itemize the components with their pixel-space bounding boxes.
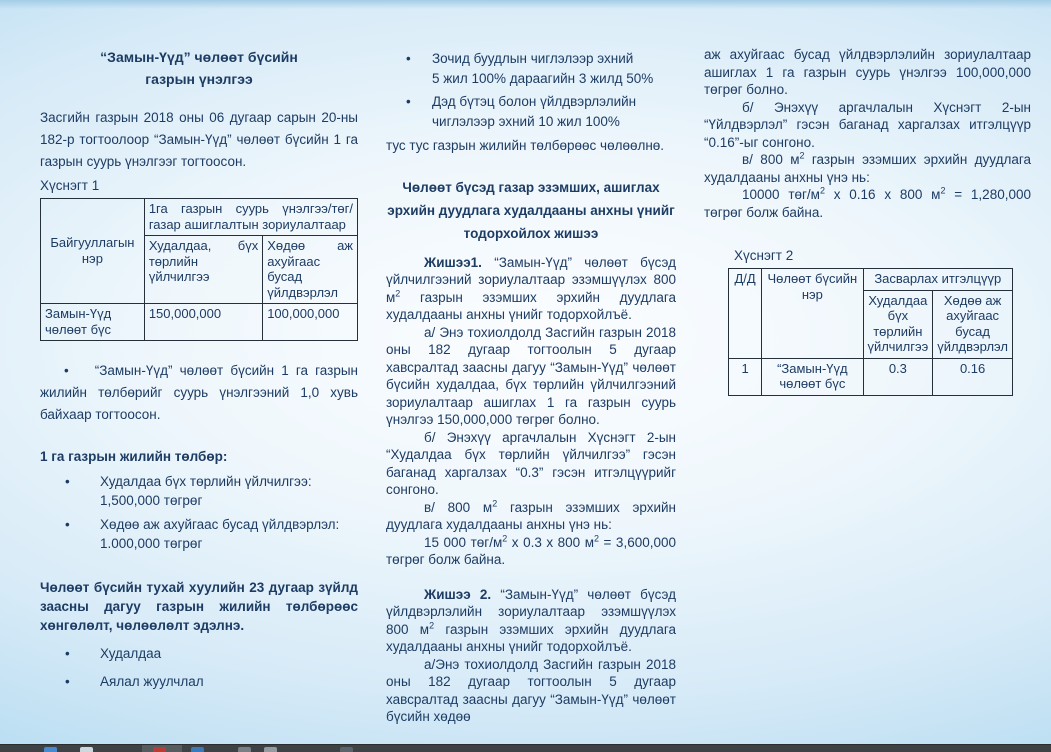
example2-formula-a: 10000 төг/м (742, 187, 820, 202)
title-line-2: газрын үнэлгээ (145, 71, 253, 87)
table2-coefficient-header: Засварлах итгэлцүүр (863, 269, 1012, 291)
example1-step-a: а/ Энэ тохиолдолд Засгийн газрын 2018 оны 182 дугаар тогтоолын 5 дугаар хавсралтад заасны дагуу “Замын-Үүд” чөлөөт бүсийн худалдаа, бүх төрлийн үйлчилгээний зориулалтаар ашиглах 1 га газрын суурь үнэлгээ 150,000,000 төгрөг болно. (386, 324, 676, 427)
table2-label: Хүснэгт 2 (734, 248, 794, 263)
exemption-closing-line: тус тус газрын жилийн төлбөрөөс чөлөөлнө. (386, 138, 665, 153)
table2-subheader-trade: Худалдаа бүх төрлийн үйлчилгээ (863, 290, 933, 358)
example2-step-c-text-b: газрын эзэмших эрхийн дуудлага худалдааны анхны үнэ нь: (704, 152, 1032, 185)
law-item-trade: Худалдаа (100, 646, 162, 661)
infra-exemption-line1: Дэд бүтэц болон үйлдвэрлэлийн (432, 94, 637, 109)
table-1 (40, 198, 358, 341)
example1-formula-a: 15 000 төг/м (424, 534, 503, 550)
example1-label: Жишээ1. (424, 254, 482, 270)
bullet-icon: • (406, 94, 411, 109)
table1-subheader-trade: Худалдаа, бүх төрлийн үйлчилгээ (144, 236, 262, 304)
title-line-1: “Замын-Үүд” чөлөөт бүсийн (100, 49, 298, 65)
taskbar-app-icon-3[interactable] (153, 747, 166, 752)
bullet-icon: • (65, 474, 70, 489)
example1-intro-text-a: “Замын-Үүд” чөлөөт бүсэд үйлчилгээний зориулалтаар эзэмшүүлэх 800 м (386, 254, 676, 305)
bullet-icon: • (64, 363, 69, 378)
document-title (40, 46, 358, 90)
example1-step-c (386, 499, 676, 534)
example2-intro-text-a: “Замын-Үүд” чөлөөт бүсэд үйлдвэрлэлийн зориулалтаар эзэмшүүлэх 800 м (386, 586, 676, 637)
list-item-law-tourism (40, 672, 358, 691)
table1-label: Хүснэгт 1 (40, 178, 100, 193)
table1-subheader-industry: Хөдөө аж ахуйгаас бусад үйлдвэрлэл (263, 236, 358, 304)
example2-step-a: а/Энэ тохиолдолд Засгийн газрын 2018 оны 182 дугаар тогтоолын 5 дугаар хавсралтад заасны дагуу “Замын-Үүд” чөлөөт бүсийн хөдөө (386, 656, 676, 724)
list-item-hotel-exemption (386, 49, 676, 89)
example2-formula (704, 186, 1031, 221)
example2-formula-c: = 1,280,000 төгрөг болж байна. (704, 187, 1031, 220)
superscript-2: 2 (492, 498, 498, 508)
example1-formula-b: х 0.3 х 800 м (507, 534, 594, 550)
superscript-2: 2 (429, 620, 435, 630)
fee-rate-note (40, 360, 358, 426)
bullet-icon: • (406, 51, 411, 66)
superscript-2: 2 (819, 185, 825, 196)
bullet-icon: • (65, 674, 70, 689)
example1-step-b: б/ Энэхүү аргачлалын Хүснэгт 2-ын “Худалдаа бүх төрлийн үйлчилгээ” гэсэн баганад харгалзах “0.3” гэсэн итгэлцүүрийг сонгоно. (386, 429, 676, 497)
table2-subheader-industry: Хөдөө аж ахуйгаас бусад үйлдвэрлэл (933, 290, 1013, 358)
table-2 (728, 268, 1013, 396)
superscript-2: 2 (940, 185, 946, 196)
table-row (729, 358, 1013, 395)
table2-num-header: Д/Д (729, 269, 762, 359)
infra-exemption-line2: чиглэлээр эхний 10 жил 100% (432, 114, 620, 129)
right-column (704, 46, 1031, 396)
bullet-icon: • (65, 646, 70, 661)
list-item-fee-industry (40, 515, 358, 553)
list-item-infra-exemption (386, 92, 676, 132)
table1-org-header: Байгууллагын нэр (41, 199, 145, 304)
superscript-2: 2 (593, 533, 599, 543)
table1-span-header: 1га газрын суурь үнэлгээ/төг/ газар ашиглалтын зориулалтаар (144, 199, 357, 236)
taskbar-app-icon-7[interactable] (340, 747, 353, 752)
example2-intro-text-b: газрын эзэмших эрхийн дуудлага худалдааны анхны үнийг тодорхойлъё. (386, 621, 676, 654)
fee-industry-label: Хөдөө аж ахуйгаас бусад үйлдвэрлэл: (100, 517, 340, 532)
example1-formula (386, 534, 676, 569)
superscript-2: 2 (502, 533, 508, 543)
table2-row-number: 1 (729, 358, 762, 395)
fee-industry-amount: 1.000,000 төгрөг (100, 536, 203, 551)
superscript-2: 2 (395, 288, 401, 298)
taskbar-app-icon-4[interactable] (191, 747, 204, 752)
taskbar[interactable] (0, 744, 1051, 752)
table1-value-trade: 150,000,000 (144, 304, 262, 341)
list-item-law-trade (40, 644, 358, 663)
table2-value-trade: 0.3 (863, 358, 933, 395)
left-column (40, 46, 358, 691)
taskbar-app-icon-1[interactable] (44, 747, 57, 752)
hotel-exemption-line2: 5 жил 100% дараагийн 3 жилд 50% (432, 71, 654, 86)
example2-intro (386, 586, 676, 656)
example1-intro (386, 254, 676, 324)
example2-step-b: б/ Энэхүү аргачлалын Хүснэгт 2-ын “Үйлдвэрлэл” гэсэн баганад харгалзах итгэлцүүр “0.16”-ыг сонгоно. (704, 99, 1031, 150)
example1-formula-c: = 3,600,000 төгрөг болж байна. (386, 534, 676, 567)
law-item-tourism: Аялал жуулчлал (100, 674, 204, 689)
example1-intro-text-b: газрын эзэмших эрхийн дуудлага худалдааны анхны үнийг тодорхойлъё. (386, 289, 676, 322)
taskbar-app-icon-5[interactable] (238, 747, 251, 752)
example2-label: Жишээ 2. (424, 586, 492, 602)
example2-continuation: аж ахуйгаас бусад үйлдвэрлэлийн зориулалтаар ашиглах 1 га газрын суурь үнэлгээ 100,000,000 төгрөг болно. (704, 47, 1031, 97)
table2-zone-name: “Замын-Үүд чөлөөт бүс (762, 358, 863, 395)
law-exemption-note: Чөлөөт бүсийн тухай хуулийн 23 дугаар зүйлд заасны дагуу газрын жилийн төлбөрөөс хөнгөлөлт, чөлөөлөлт эдэлнэ. (40, 580, 358, 633)
fee-heading: 1 га газрын жилийн төлбөр: (40, 449, 228, 464)
table1-value-industry: 100,000,000 (263, 304, 358, 341)
hotel-exemption-line1: Зочид буудлын чиглэлээр эхний (432, 51, 634, 66)
example-section-heading: Чөлөөт бүсэд газар эзэмших, ашиглах эрхийн дуудлага худалдааны анхны үнийг тодорхойлох жишээ (387, 179, 675, 241)
example2-step-c-text-a: в/ 800 м (742, 152, 800, 167)
table1-zone-name: Замын-Үүд чөлөөт бүс (41, 304, 145, 341)
fee-rate-note-text: “Замын-Үүд” чөлөөт бүсийн 1 га газрын жилийн төлбөрийг суурь үнэлгээний 1,0 хувь байхаар тогтоосон. (40, 363, 358, 422)
example1-step-c-text-a: в/ 800 м (424, 499, 493, 515)
example1-step-c-text-b: газрын эзэмших эрхийн дуудлага худалдааны анхны үнэ нь: (386, 499, 677, 532)
example2-formula-b: х 0.16 х 800 м (824, 187, 941, 202)
example2-step-c (704, 151, 1031, 186)
fee-trade-amount: 1,500,000 төгрөг (100, 493, 203, 508)
taskbar-app-icon-6[interactable] (264, 747, 277, 752)
superscript-2: 2 (799, 150, 805, 161)
table2-zone-name-header: Чөлөөт бүсийн нэр (762, 269, 863, 359)
table-row (41, 304, 358, 341)
taskbar-app-icon-2[interactable] (80, 747, 93, 752)
bullet-icon: • (65, 517, 70, 532)
intro-paragraph: Засгийн газрын 2018 оны 06 дугаар сарын 20-ны 182-р тогтоолоор “Замын-Үүд” чөлөөт бүсийн 1 га газрын суурь үнэлгээг тогтоосон. (40, 110, 358, 169)
table2-value-industry: 0.16 (933, 358, 1013, 395)
middle-column (386, 46, 676, 726)
fee-trade-label: Худалдаа бүх төрлийн үйлчилгээ: (100, 474, 312, 489)
list-item-fee-trade (40, 472, 358, 510)
